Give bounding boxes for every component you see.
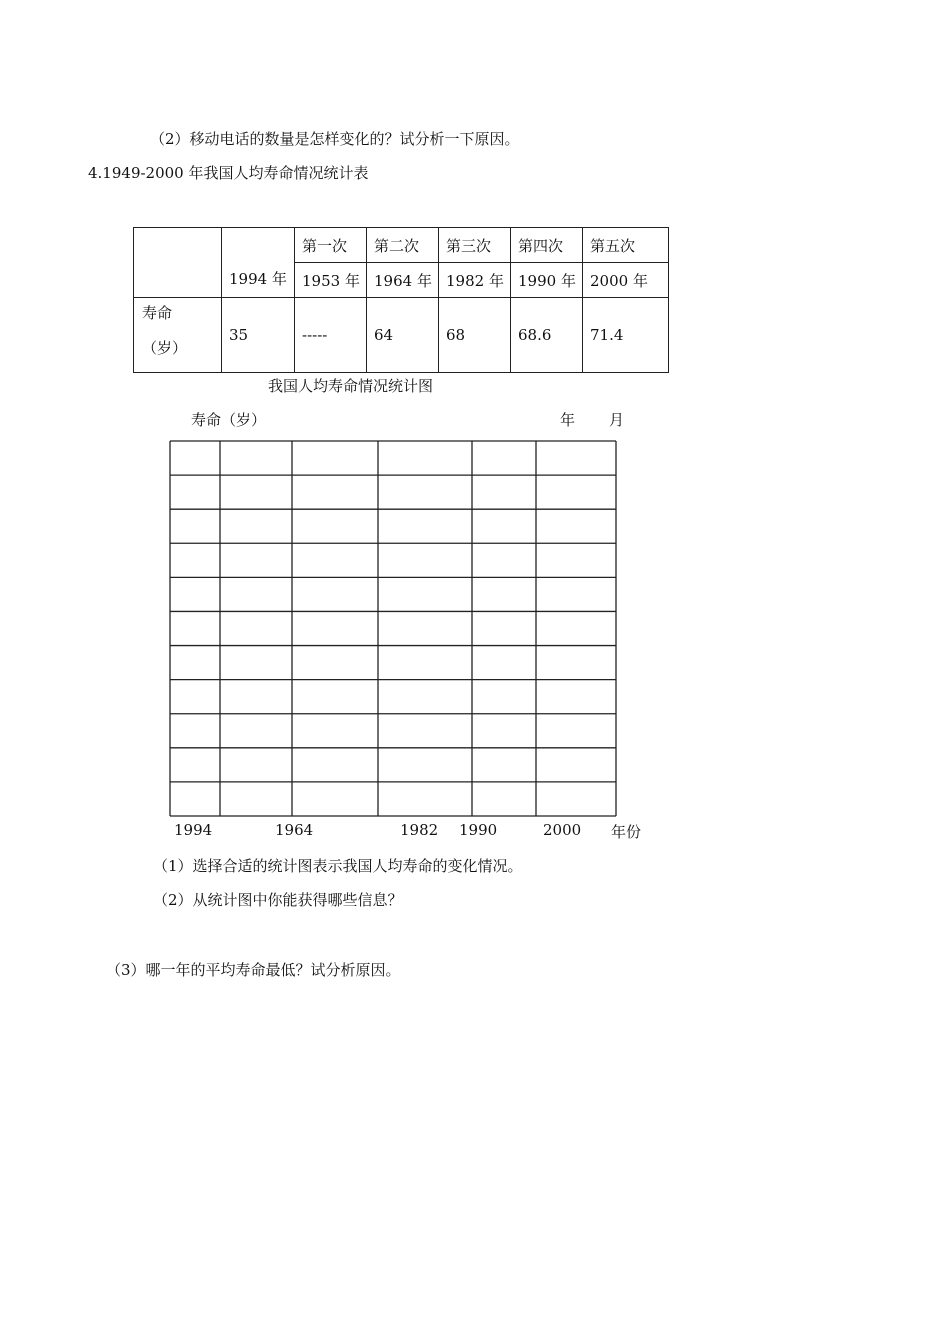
table-header-cell: 第三次 xyxy=(439,228,511,263)
table-row-lifespan xyxy=(134,298,669,373)
table-header-cell: 第四次 xyxy=(511,228,583,263)
table-header-cell: 1994 年 xyxy=(222,228,295,298)
x-tick-label: 1982 xyxy=(400,821,439,839)
table-header-cell: 第一次 xyxy=(295,228,367,263)
question-2-text: （2）移动电话的数量是怎样变化的？试分析一下原因。 xyxy=(150,130,520,148)
blank-chart-grid xyxy=(169,440,617,818)
row-label-line-1: 寿命 xyxy=(142,304,173,322)
table-header-cell: 1982 年 xyxy=(439,263,511,298)
row-label-lifespan xyxy=(134,298,222,373)
table-corner-cell xyxy=(134,228,222,298)
chart-x-axis-label: 年份 xyxy=(611,823,642,841)
question-4-title: 4.1949-2000 年我国人均寿命情况统计表 xyxy=(88,164,369,182)
table-header-cell: 第五次 xyxy=(583,228,669,263)
table-cell: ----- xyxy=(295,298,367,373)
sub-question-3: （3）哪一年的平均寿命最低？试分析原因。 xyxy=(106,961,401,979)
table-header-cell: 1990 年 xyxy=(511,263,583,298)
table-cell: 71.4 xyxy=(583,298,669,373)
chart-date-month-label: 月 xyxy=(609,411,625,429)
x-tick-label: 2000 xyxy=(543,821,582,839)
table-header-cell: 1964 年 xyxy=(367,263,439,298)
table-cell: 35 xyxy=(222,298,295,373)
table-header-cell: 2000 年 xyxy=(583,263,669,298)
x-tick-label: 1964 xyxy=(275,821,314,839)
x-tick-label: 1994 xyxy=(174,821,213,839)
chart-title: 我国人均寿命情况统计图 xyxy=(268,377,434,395)
table-header-cell: 第二次 xyxy=(367,228,439,263)
table-cell: 68 xyxy=(439,298,511,373)
table-cell: 64 xyxy=(367,298,439,373)
chart-date-year-label: 年 xyxy=(560,411,576,429)
sub-question-1: （1）选择合适的统计图表示我国人均寿命的变化情况。 xyxy=(153,857,523,875)
row-label-line-2: （岁） xyxy=(142,339,188,357)
life-expectancy-table xyxy=(133,227,669,373)
x-tick-label: 1990 xyxy=(459,821,498,839)
table-header-cell: 1953 年 xyxy=(295,263,367,298)
chart-y-axis-label: 寿命（岁） xyxy=(191,411,267,429)
table-header-row-census xyxy=(134,228,669,263)
table-cell: 68.6 xyxy=(511,298,583,373)
sub-question-2: （2）从统计图中你能获得哪些信息？ xyxy=(153,891,403,909)
